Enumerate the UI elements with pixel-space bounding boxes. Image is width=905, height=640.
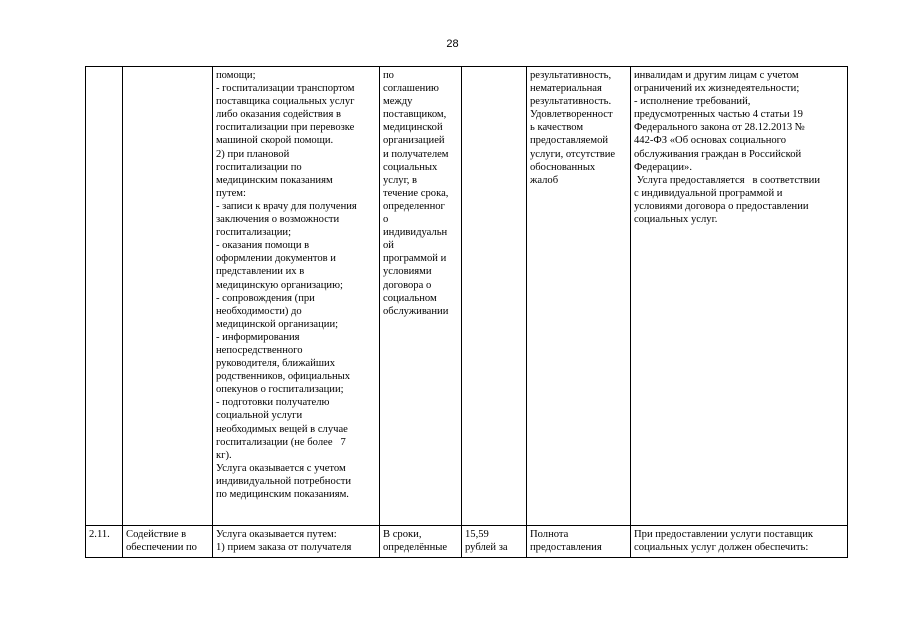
cell-text-line: услуги, отсутствие [530, 148, 616, 160]
cell-text-line: Федерации». [634, 161, 692, 173]
cell-text-line: госпитализации по [216, 161, 302, 173]
cell-text-line: течение срока, [383, 187, 449, 199]
cell-text-line: соглашению [383, 83, 439, 95]
cell-text-line: машиной скорой помощи. [216, 135, 334, 147]
cell-text-line: либо оказания содействия в [216, 109, 342, 121]
cell-text-line: социальном [383, 292, 437, 304]
cell-text-line: рублей за [465, 542, 508, 554]
cell-text-line: поставщика социальных услуг [216, 96, 355, 108]
cell-text-line: Услуга оказывается с учетом [216, 462, 346, 474]
cell-text-line: предоставления [530, 542, 602, 554]
cell-text-line: - сопровождения (при [216, 292, 315, 304]
cell-service-name [123, 67, 213, 526]
cell-text-line: - подготовки получателю [216, 397, 330, 409]
cell-text-line: помощи; [216, 70, 256, 81]
cell-text-line: социальных услуг. [634, 214, 718, 226]
cell-text-line: ограничений их жизнедеятельности; [634, 83, 800, 95]
cell-text-line: социальных услуг должен обеспечить: [634, 542, 809, 554]
cell-text-line: условиями [383, 266, 432, 278]
cell-text-line: результативность, [530, 70, 612, 81]
cell-text-line: программой и [383, 253, 447, 265]
cell-service-description [213, 67, 380, 526]
cell-text-line: по медицинским показаниям. [216, 489, 349, 500]
cell-text-line: индивидуальной потребности [216, 475, 352, 487]
page-number: 28 [446, 38, 459, 50]
cell-text-line: социальных [383, 161, 438, 173]
cell-text-line: медицинским показаниям [216, 174, 333, 186]
cell-text-line: кг). [216, 449, 232, 461]
cell-conditions [631, 67, 848, 526]
cell-text-line: - оказания помощи в [216, 240, 310, 252]
table-row [86, 67, 848, 526]
cell-service-description [213, 526, 380, 558]
cell-text-line: 15,59 [465, 529, 489, 540]
cell-text-line: медицинской организации; [216, 318, 339, 330]
cell-text-line: ь качеством [530, 122, 584, 134]
cell-text-line: необходимости) до [216, 305, 302, 317]
cell-text-line: опекунов о госпитализации; [216, 384, 344, 396]
cell-text-line: госпитализации; [216, 227, 292, 239]
cell-text-line: необходимых вещей в случае [216, 423, 348, 435]
cell-text-line: - госпитализации транспортом [216, 83, 355, 95]
cell-tariff [462, 67, 527, 526]
cell-tariff [462, 526, 527, 558]
cell-text-line: между [383, 96, 413, 108]
cell-text-line: Федерального закона от 28.12.2013 № [634, 122, 805, 134]
cell-number [86, 67, 123, 526]
cell-text-line: определенног [383, 200, 445, 212]
cell-text-line: оформлении документов и [216, 253, 336, 265]
cell-service-name [123, 526, 213, 558]
cell-text-line: 2) при плановой [216, 148, 290, 160]
cell-text-line: 442-ФЗ «Об основах социального [634, 135, 787, 147]
cell-text-line: заключения о возможности [216, 214, 340, 226]
cell-text-line: 2.11. [89, 529, 110, 540]
cell-text-line: руководителя, ближайших [216, 358, 336, 370]
cell-text-line: При предоставлении услуги поставщик [634, 529, 814, 540]
cell-text-line: организацией [383, 135, 445, 147]
cell-text-line: госпитализации (не более 7 [216, 436, 346, 448]
cell-text-line: представлении их в [216, 266, 305, 278]
cell-text-line: 1) прием заказа от получателя [216, 542, 352, 554]
cell-text-line: обслуживании [383, 305, 449, 317]
cell-text-line: - записи к врачу для получения [216, 200, 357, 212]
cell-text-line: Удовлетворенност [530, 109, 613, 121]
cell-deadline [380, 526, 462, 558]
cell-text-line: поставщиком, [383, 109, 447, 121]
cell-quality-indicators [527, 526, 631, 558]
cell-text-line: - информирования [216, 331, 300, 343]
cell-text-line: обоснованных [530, 161, 596, 173]
cell-text-line: Услуга предоставляется в соответствии [634, 174, 821, 186]
cell-text-line: - исполнение требований, [634, 96, 751, 108]
services-table [85, 66, 848, 558]
cell-deadline [380, 67, 462, 526]
cell-text-line: родственников, официальных [216, 371, 351, 383]
cell-text-line: В сроки, [383, 529, 422, 540]
cell-text-line: услуг, в [383, 174, 418, 186]
cell-text-line: путем: [216, 187, 246, 199]
cell-text-line: госпитализации при перевозке [216, 122, 355, 134]
cell-text-line: о [383, 214, 389, 226]
cell-text-line: медицинскую организацию; [216, 279, 343, 291]
cell-text-line: медицинской [383, 122, 443, 134]
cell-text-line: нематериальная [530, 83, 602, 95]
cell-text-line: договора о [383, 279, 432, 291]
cell-text-line: Содействие в [126, 529, 187, 540]
cell-conditions [631, 526, 848, 558]
cell-quality-indicators [527, 67, 631, 526]
cell-text-line: индивидуальн [383, 227, 448, 239]
cell-text-line: непосредственного [216, 344, 303, 356]
cell-text-line: с индивидуальной программой и [634, 187, 783, 199]
cell-text-line: ой [383, 240, 394, 252]
cell-text-line: результативность. [530, 96, 612, 108]
table-row [86, 526, 848, 558]
cell-text-line: предусмотренных частью 4 статьи 19 [634, 109, 803, 121]
cell-text-line: предоставляемой [530, 135, 609, 147]
cell-text-line: социальной услуги [216, 410, 303, 422]
cell-text-line: Услуга оказывается путем: [216, 529, 337, 540]
cell-text-line: обеспечении по [126, 542, 197, 554]
cell-text-line: и получателем [383, 148, 449, 160]
cell-text-line: обслуживания граждан в Российской [634, 148, 802, 160]
cell-text-line: определённые [383, 542, 448, 554]
cell-text-line: условиями договора о предоставлении [634, 200, 809, 212]
cell-text-line: жалоб [530, 174, 559, 186]
cell-text-line: Полнота [530, 529, 569, 540]
cell-number [86, 526, 123, 558]
cell-text-line: по [383, 70, 394, 81]
cell-text-line: инвалидам и другим лицам с учетом [634, 70, 799, 81]
